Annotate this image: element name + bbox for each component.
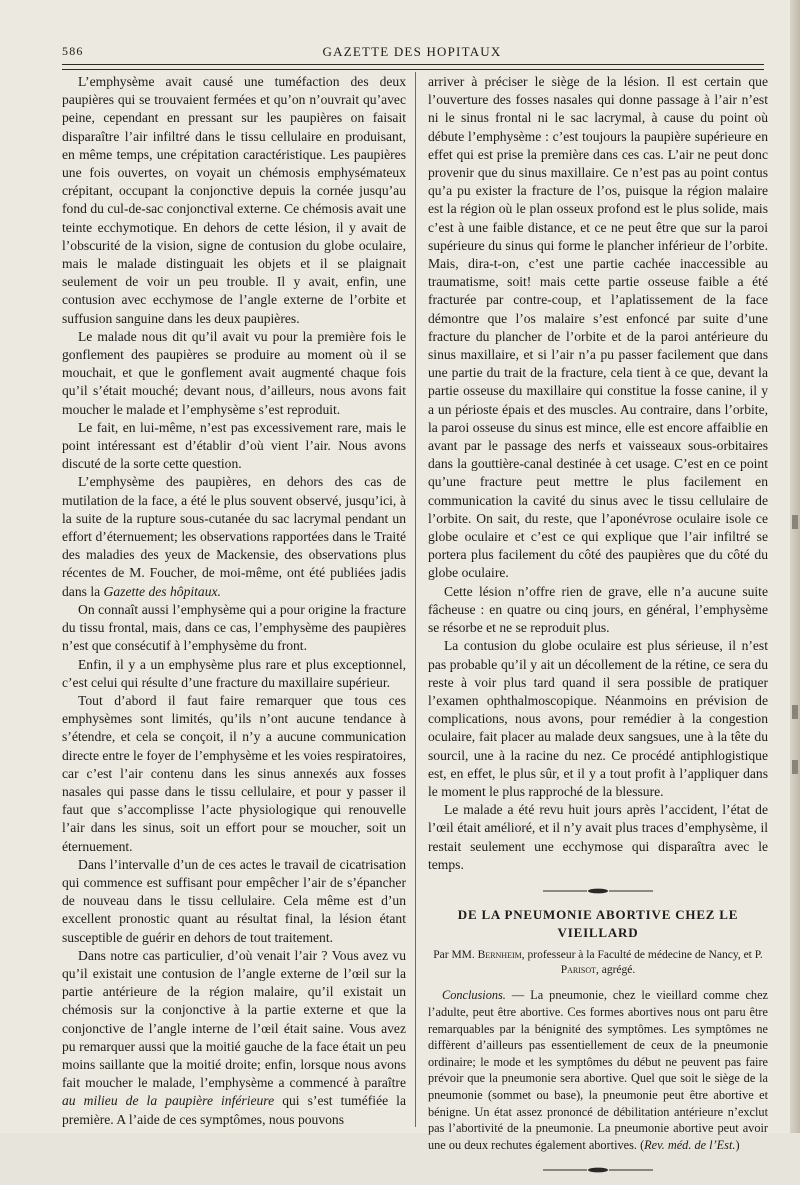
page-number: 586 <box>62 44 84 58</box>
header-double-rule <box>62 64 764 70</box>
paragraph-text: Dans notre cas particulier, d’où venait l’air ? Vous avez vu qu’il existait une contusion de l’angle externe de l’œil sur la partie antérieure de la région malaire, qu’il existait un chémosis sur la conjonctive à la partie externe et que la conjonctive de l’angle interne de l’œil était saine. Vous avez pu remarquer aussi que la moitié gauche de la face était un peu moins saillante que la moitié droite; enfin, lorsque nous avons fait moucher le malade, l’emphysème a commencé à paraître <box>62 947 406 1091</box>
article-title: DE LA PNEUMONIE ABORTIVE CHEZ LE VIEILLARD <box>457 906 739 941</box>
paragraph: On connaît aussi l’emphysème qui a pour origine la fracture du tissu frontal, mais, dans ce cas, l’emphysème des paupières n’est que consécutif à l’emphysème du front. <box>62 601 406 654</box>
right-column <box>428 73 768 1185</box>
paragraph: Le malade nous dit qu’il avait vu pour la première fois le gonflement des paupières se produire au moment où il se mouchait, et que le gonflement avait augmenté chaque fois qu’il s’était mouché; devant nous, d’ailleurs, nous avons fait moucher le malade et l’emphysème s’est reproduit. <box>62 328 406 417</box>
paragraph-text: qui s’est tuméfiée la première. A l’aide de ces symptômes, nous pouvons <box>62 1093 406 1127</box>
page-edge <box>790 0 800 1133</box>
byline-prefix: Par MM. <box>433 949 475 962</box>
edge-mark <box>792 515 798 529</box>
paragraph <box>62 473 406 600</box>
paragraph: Enfin, il y a un emphysème plus rare et plus exceptionnel, c’est celui qui résulte d’une fracture du maxillaire supérieur. <box>62 656 406 690</box>
article-byline <box>428 948 768 978</box>
paragraph: Dans l’intervalle d’un de ces actes le travail de cicatrisation qui commence est suffisant pour empêcher l’air de s’épancher de nouveau dans le tissu cellulaire. Cela même est d’un excellent pronostic quant au résultat final, la lésion étant susceptible de guérir en dehors de tout traitement. <box>62 856 406 945</box>
source-paren: ) <box>735 1137 740 1152</box>
section-separator <box>543 1167 653 1173</box>
edge-mark <box>792 760 798 774</box>
paragraph: Tout d’abord il faut faire remarquer que tous ces emphysèmes sont limités, qu’ils n’ont aucune tendance à s’étendre, et cela se conçoit, il n’y a aucune communication directe entre le foyer de l’emphysème et les voies respiratoires, car c’est l’air contenu dans les sinus annexés aux fosses nasales qui passe dans le tissu cellulaire, et pour y passer il faut que s’accomplisse l’acte physiologique qui renouvelle l’air dans les sinus, soit un effort pour se moucher, soit un éternuement. <box>62 692 406 854</box>
paragraph: Le malade a été revu huit jours après l’accident, l’état de l’œil était amélioré, et il n’y avait plus traces d’emphysème, il restait seulement une ecchymose qui disparaîtra avec le temps. <box>428 802 768 872</box>
italic-phrase: au milieu de la paupière inférieure <box>62 1093 275 1109</box>
author-name: Bernheim <box>477 949 522 962</box>
paragraph: L’emphysème avait causé une tuméfaction des deux paupières qui se trouvaient fermées et qu’on n’ouvrait qu’avec peine, cependant en pressant sur les paupières on faisait disparaître l’air infiltré dans le tissu cellulaire en produisant, en même temps, une crépitation caractéristique. Les paupières une fois ouvertes, on voyait un chémosis emphysémateux crépitant, occupant la conjonctive depuis la cornée jusqu’au fond du cul-de-sac conjonctival externe. Ce chémosis avait une teinte ecchymotique. En dehors de cette lésion, il y avait de l’obscurité de la vision, signe de contusion du globe oculaire, mais le malade distinguait les objets et il se plaignait seulement de voir un peu trouble. Il y avait, enfin, une contusion avec ecchymose de l’angle externe de l’orbite et suffusion sanguine dans les deux paupières. <box>62 74 406 326</box>
source-reference: Rev. méd. de l’Est. <box>644 1137 736 1152</box>
source-paren: ( <box>640 1137 645 1152</box>
author-role: , professeur à la Faculté de médecine de Nancy, et <box>521 949 752 962</box>
page-header <box>62 44 762 62</box>
column-divider <box>415 72 416 1127</box>
conclusions-label: Conclusions. <box>442 988 506 1003</box>
italic-journal-reference: Gazette des hôpitaux. <box>103 583 221 599</box>
paragraph <box>428 987 768 1153</box>
paragraph <box>62 947 406 1129</box>
journal-title: GAZETTE DES HOPITAUX <box>322 44 502 59</box>
author-name: P. Parisot <box>560 949 763 977</box>
paragraph-text: — La pneumonie, chez le vieillard comme chez l’adulte, peut être abortive. Ces formes abortives nous ont paru être remarquables par la bénignité des symptômes. Les symptômes ne diffèrent d’ailleurs pas essentiellement de ceux de la pneumonie ordinaire; le mode et les symptômes du début ne peuvent pas faire prévoir que la pneumonie sera abortive. Quel que soit le siège de la pneumonie (sommet ou base), la pneumonie peut être abortive et bénigne. Un état assez prononcé de débilitation antérieure n’exclut pas l’abortivité de la pneumonie. La pneumonie abortive peut avoir une ou deux rechutes également abortives. <box>428 988 769 1152</box>
article-body <box>428 987 768 1153</box>
paragraph-text: L’emphysème des paupières, en dehors des cas de mutilation de la face, a été le plus souvent observé, jusqu’ici, à la suite de la rupture sous-cutanée du sac lacrymal pendant un effort d’éternuement; les observations rapportées dans le Traité des maladies des yeux de Mackensie, des observations plus récentes de M. Foucher, de moi-même, ont été publiées jadis dans la <box>62 474 406 599</box>
paragraph: Cette lésion n’offre rien de grave, elle n’a aucune suite fâcheuse : en quatre ou cinq jours, en général, l’emphysème se résorbe et ne se reproduit plus. <box>428 583 768 636</box>
edge-mark <box>792 705 798 719</box>
left-column <box>62 73 406 1129</box>
section-separator <box>543 888 653 894</box>
paragraph: arriver à préciser le siège de la lésion. Il est certain que l’ouverture des fosses nasales qui donne passage à l’air n’est ni le sinus frontal ni le sac lacrymal, à cause du point où débute l’emphysème : c’est toujours la paupière supérieure en effet qui est prise la première dans ces cas. L’air ne peut donc provenir que du sinus maxillaire. Ce n’est pas au point contus qu’a pu exister la fracture de l’os, puisque la région malaire est la région où le plan osseux profond est le plus solide, mais c’est à une faible distance, et ce ne peut être que sur la paroi supérieure du sinus qui forme le plancher inférieur de l’orbite. Mais, dira-t-on, c’est une partie cachée inaccessible au traumatisme, soit! mais cette partie osseuse faible a été fracturée par contre-coup, et l’aplatissement de la face démontre que l’os malaire s’est enfoncé par suite d’une fracture du plancher de l’orbite et de la paroi antérieure du sinus maxillaire, et si l’air n’a pu passer facilement que dans une partie du trait de la fracture, cela tient à ce que, devant la partie osseuse du maxillaire qui constitue la fosse canine, il y a un périoste épais et des muscles. Au contraire, dans l’orbite, la paroi osseuse du sinus est mince, elle est encore affaiblie en avant par le passage des nerfs et vaisseaux sous-orbitaires dans la gouttière-canal destinée à cet usage. C’est en ce point qu’une fracture peut mettre le plus facilement en communication la cavité du sinus avec le tissu cellulaire de l’orbite. On sait, du reste, que l’aponévrose oculaire isole ce globe oculaire et c’est ce qui explique que l’air infiltré se portera plus facilement du côté des paupières que du côté du globe oculaire. <box>428 74 768 581</box>
paragraph: Le fait, en lui-même, n’est pas excessivement rare, mais le point intéressant est d’établir d’où vient l’air. Nous avons discuté de la sorte cette question. <box>62 419 406 472</box>
author-role: , agrégé. <box>596 964 636 977</box>
paragraph: La contusion du globe oculaire est plus sérieuse, il n’est pas probable qu’il y ait un décollement de la rétine, ce sera du reste à voir plus tard quand il sera possible de pratiquer l’examen ophthalmoscopique. Néanmoins en prévision de complications, nous avons, pour remédier à la congestion oculaire, fait placer au malade deux sangsues, une à la tête du sourcil, une à la racine du nez. Ce procédé antiphlogistique est, en effet, le plus sûr, et il y a tout profit à l’appliquer dans le moment le plus rapproché de la blessure. <box>428 638 768 799</box>
